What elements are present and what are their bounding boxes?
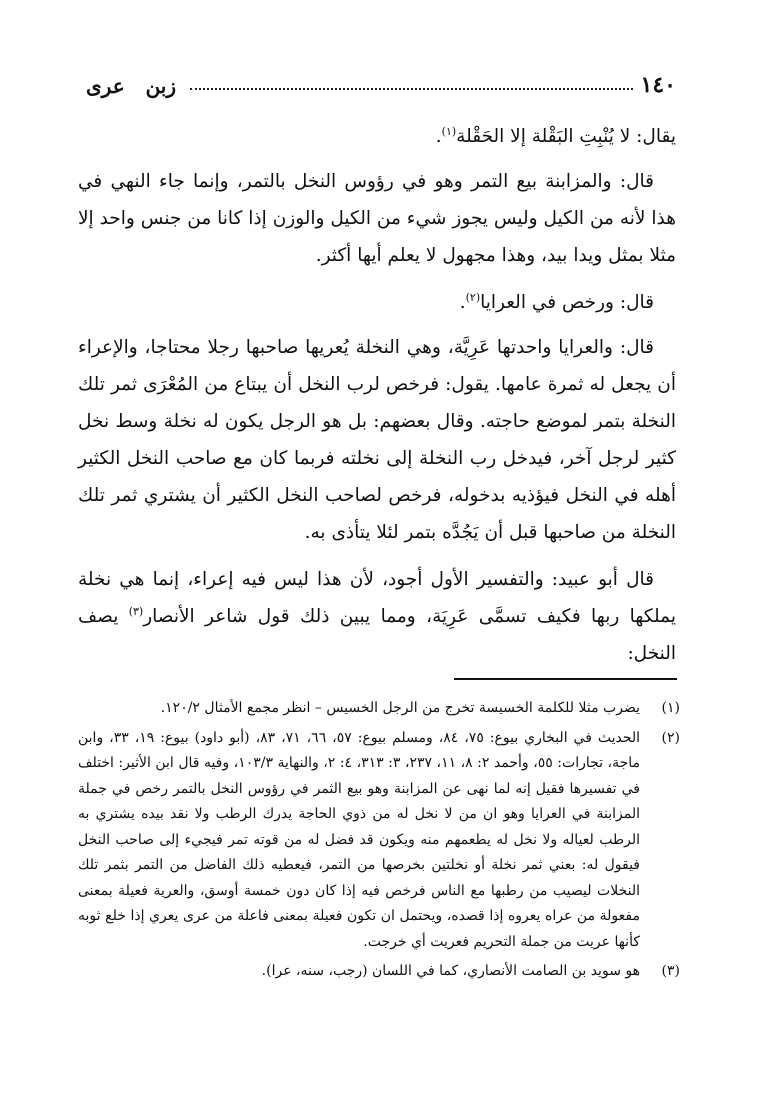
footnote [78,696,680,722]
footnote-ref[interactable]: (٢) [465,290,481,304]
main-text [78,118,676,682]
paragraph-tail: . [459,292,466,313]
footnote-ref[interactable]: (٣) [128,604,144,618]
footnote-number: (١) [661,700,680,716]
paragraph [78,284,676,321]
footnote-number: (٢) [661,729,680,746]
paragraph [78,163,676,274]
paragraph-tail: يصف النخل: [78,606,676,664]
footnote [78,959,680,985]
footnote-text: يضرب مثلا للكلمة الخسيسة تخرج من الرجل الخسيس – انظر مجمع الأمثال ١٢٠/٢. [160,700,640,716]
paragraph-text: يقال: لا يُنْبِتِ البَقْلة إلا الحَقْلة [456,126,676,147]
paragraph [78,561,676,672]
paragraph-text: قال أبو عبيد: والتفسير الأول أجود، لأن هذا ليس فيه إعراء، إنما هي نخلة يملكها ربها فكيف تسمَّى عَرِيَة، ومما يبين ذلك قول شاعر الأنصار [78,569,676,627]
header-dotted-leader [190,88,633,90]
paragraph-tail: . [435,126,442,147]
paragraph [78,118,676,155]
paragraph-text: قال: ورخص في العرايا [480,292,654,313]
footnote [78,726,680,956]
footnote-text: هو سويد بن الصامت الأنصاري، كما في اللسان (رجب، سنه، عرا). [261,963,640,979]
paragraph-text: قال: والمزابنة بيع التمر وهو في رؤوس النخل بالتمر، وإنما جاء النهي في هذا لأنه من الكيل وليس يجوز شيء من الكيل والوزن إذا كانا من جنس واحد إلا مثلا بمثل ويدا بيد، وهذا مجهول لا يعلم أيها أكثر. [78,171,676,266]
footnote-number: (٣) [661,963,680,979]
footnote-separator [454,678,677,680]
paragraph-text: قال: والعرايا واحدتها عَرِيَّة، وهي النخلة يُعريها صاحبها رجلا محتاجا، والإعراء أن يجعل له ثمرة عامها. يقول: فرخص لرب النخل أن يبتاع من المُعْرَى ثمر تلك النخلة بتمر لموضع حاجته. وقال بعضهم: بل هو الرجل يكون له نخلة وسط نخل كثير لرجل آخر، فيدخل رب النخلة إلى نخلته فربما كان مع صاحب النخل الكثير أهله في النخل فيؤذيه بدخوله، فرخص لصاحب النخل الكثير أن يشتري ثمر تلك النخلة من صاحبها قبل أن يَجُدَّه بتمر لئلا يتأذى به. [78,337,676,543]
running-title: زبن عرى [86,74,177,98]
footnote-ref[interactable]: (١) [441,124,457,138]
page-number: ١٤٠ [640,72,676,98]
footnote-text: الحديث في البخاري بيوع: ٧٥، ٨٤، ومسلم بيوع: ٥٧، ٦٦، ٧١، ٨٣، (أبو داود) بيوع: ١٩، ٣٣، وابن ماجة، تجارات: ٥٥، وأحمد ٢: ٨، ١١، ٢٣٧، ٣: ٣١٣، ٤: ٢، والنهاية ١٠٣/٣، وفيه قال ابن الأثير: اختلف في تفسيرها فقيل إنه لما نهى عن المزابنة وهو بيع الثمر في رؤوس النخل بالتمر رخص في جملة المزابنة في العرايا وهو ان من لا نخل له من ذوي الحاجة يدرك الرطب ولا نقد بيده يشتري به الرطب لعياله ولا نخل له يطعمهم منه ويكون قد فضل له من قوته تمر فيجيء إلى صاحب النخل فيقول له: بعني ثمر نخلة أو نخلتين بخرصها من التمر، فيعطيه ذلك الفاضل من التمر بثمر تلك النخلات ليصيب من رطبها مع الناس فرخص فيه إذا كان دون خمسة أوسق، والعرية فعيلة بمعنى مفعولة من عراه يعروه إذا قصده، ويحتمل ان تكون فعيلة بمعنى فاعلة من عرى يعري إذا خلع ثوبه كأنها عريت من جملة التحريم فعريت أي خرجت. [78,729,641,950]
footnotes [78,696,680,989]
page-header [86,64,676,96]
paragraph [78,329,676,551]
